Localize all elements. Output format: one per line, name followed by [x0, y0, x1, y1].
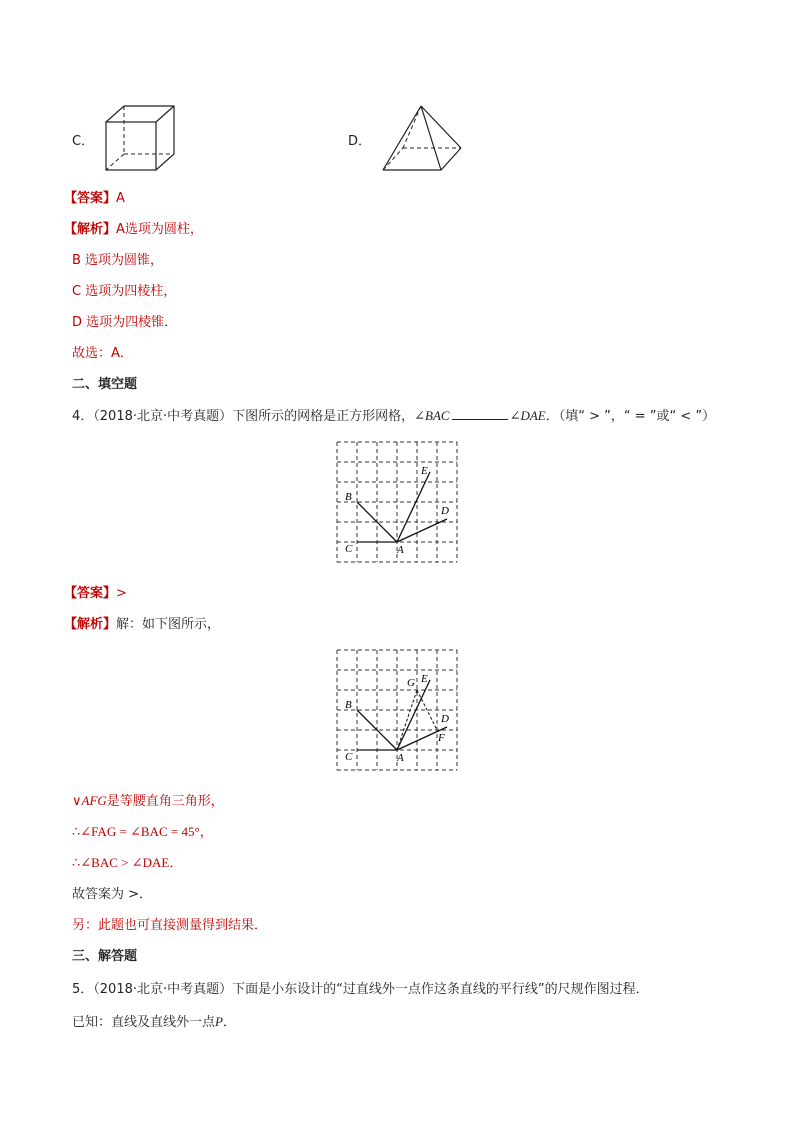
option-c-label: C．	[72, 134, 95, 149]
point-a-label: A	[397, 752, 404, 764]
q4-line-compare: ∴∠BAC > ∠DAE．	[72, 855, 183, 870]
q4-stem: 4．（2018·北京·中考真题）下图所示的网格是正方形网格，∠BAC ∠DAE．（填“ > ”，“ = ”或“ < ”）	[72, 408, 716, 424]
point-g-label: G	[407, 677, 415, 689]
q4-conclusion: 故答案为 >．	[72, 887, 153, 902]
cube-figure	[100, 100, 180, 175]
q5-stem: 5．（2018·北京·中考真题）下面是小东设计的“过直线外一点作这条直线的平行线”的尺规作图过程．	[72, 982, 649, 997]
q4-note: 另：此题也可直接测量得到结果．	[72, 918, 268, 933]
point-f-label: F	[438, 732, 445, 744]
q4-answer: 【答案】>	[64, 586, 127, 601]
grid-figure-1	[335, 440, 460, 565]
point-d-label: D	[441, 505, 449, 517]
grid-figure-2	[335, 648, 460, 773]
q5-given: 已知：直线及直线外一点P．	[72, 1014, 236, 1030]
q3-line-c: C 选项为四棱柱，	[72, 284, 177, 299]
point-e-label: E	[421, 673, 428, 685]
point-b-label: B	[345, 491, 352, 503]
q3-line-b: B 选项为圆锥，	[72, 253, 164, 268]
q4-line-equal-angles: ∴∠FAG = ∠BAC = 45°，	[72, 824, 213, 839]
point-b-label: B	[345, 699, 352, 711]
point-e-label: E	[421, 465, 428, 477]
q4-analysis: 【解析】解：如下图所示，	[64, 617, 221, 632]
section-2-title: 二、填空题	[72, 377, 138, 392]
q3-conclusion: 故选：A．	[72, 346, 133, 361]
section-3-title: 三、解答题	[72, 949, 138, 964]
point-d-label: D	[441, 713, 449, 725]
pyramid-figure	[375, 100, 465, 175]
point-c-label: C	[345, 751, 353, 763]
cube-front-face	[106, 122, 156, 170]
option-d-label: D．	[348, 134, 372, 149]
point-a-label: A	[397, 544, 404, 556]
answer-blank	[452, 407, 508, 420]
q3-analysis: 【解析】A选项为圆柱，	[64, 222, 203, 237]
point-c-label: C	[345, 543, 353, 555]
q4-line-triangle: ∨AFG是等腰直角三角形，	[72, 793, 224, 809]
q3-line-d: D 选项为四棱锥．	[72, 315, 178, 330]
q3-answer: 【答案】A	[64, 191, 125, 206]
